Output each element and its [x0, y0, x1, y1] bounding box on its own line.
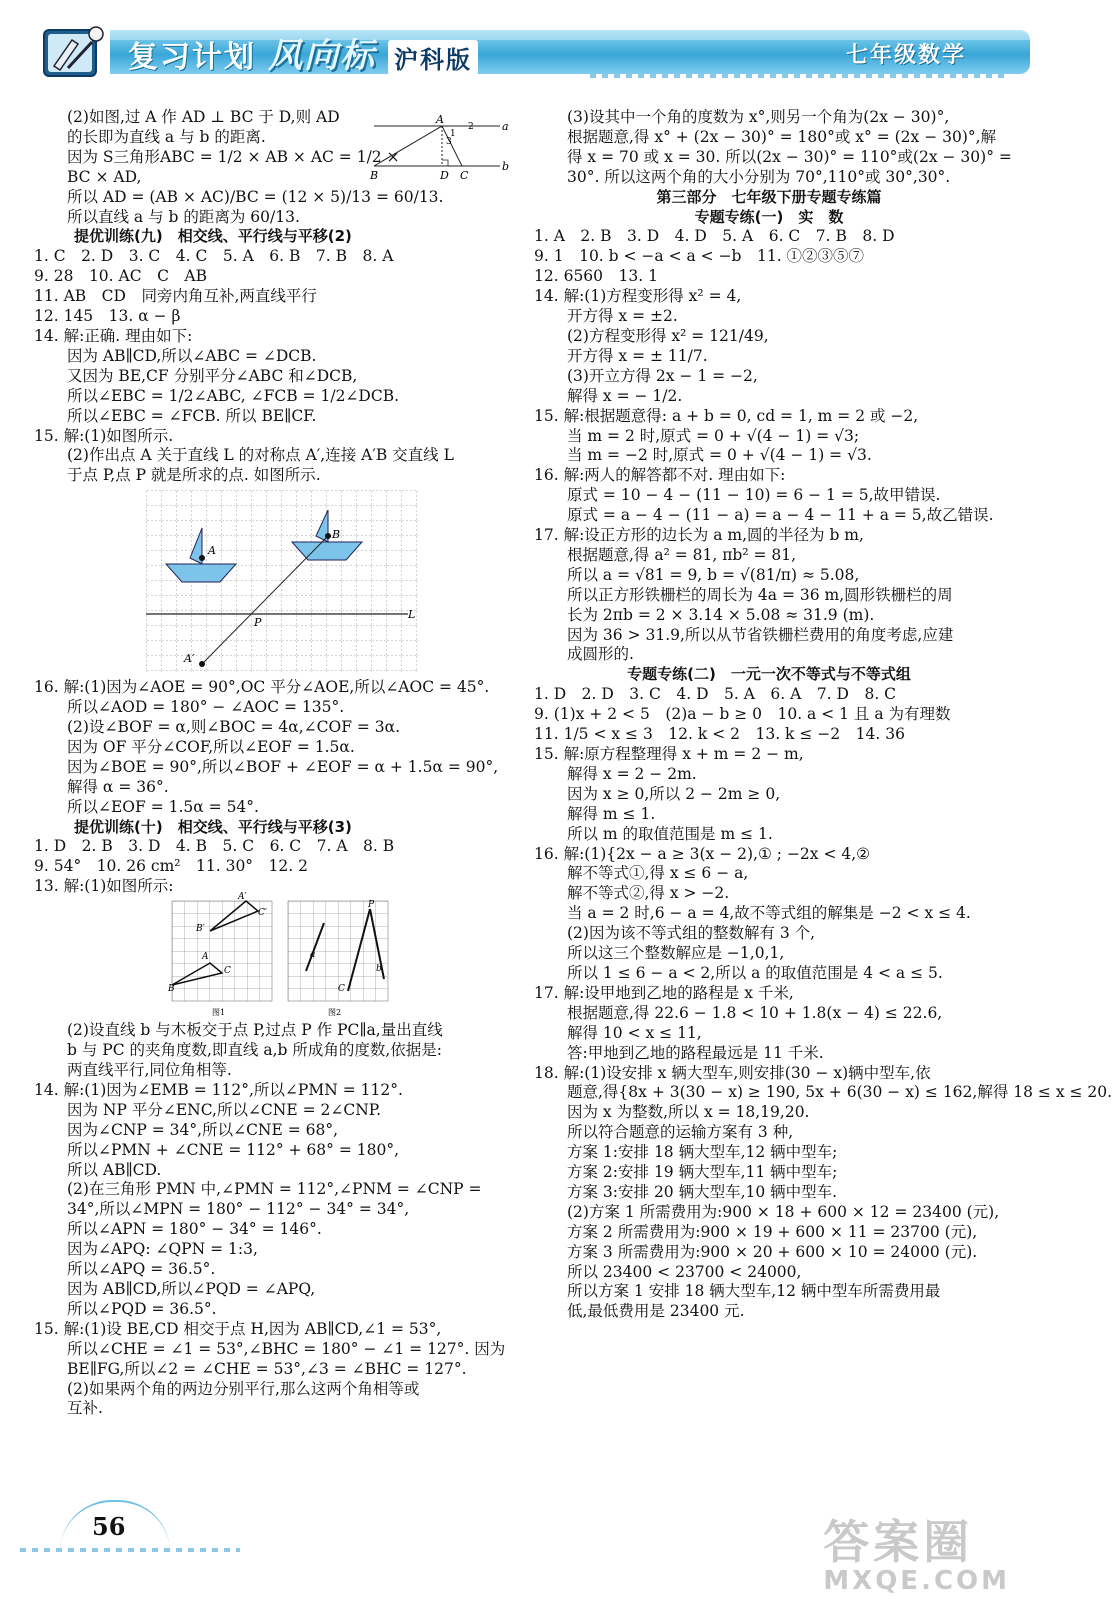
text-line: 17. 解:设正方形的边长为 a m,圆的半径为 b m,: [534, 526, 864, 545]
text-line: 15. 解:(1)设 BE,CD 相交于点 H,因为 AB∥CD,∠1 = 53°,: [34, 1319, 442, 1338]
header-brand: 风向标: [268, 36, 376, 76]
text-line: (2)在三角形 PMN 中,∠PMN = 112°,∠PNM = ∠CNP =: [67, 1180, 482, 1199]
header-dots: [590, 74, 1010, 78]
text-line: 所以 a = √81 = 9, b = √(81/π) ≈ 5.08,: [567, 565, 860, 584]
fig3-label-ap: A′: [238, 892, 247, 903]
text-line: 1. A 2. B 3. D 4. D 5. A 6. C 7. B 8. D: [534, 227, 895, 246]
text-line: 方案 2 所需费用为:900 × 19 + 600 × 11 = 23700 (元),: [567, 1222, 978, 1241]
text-line: 因为 OF 平分∠COF,所以∠EOF = 1.5α.: [67, 737, 355, 756]
text-line: BC × AD,: [67, 167, 142, 186]
text-line: 所以 m 的取值范围是 m ≤ 1.: [567, 824, 773, 843]
text-line: (2)因为该不等式组的整数解有 3 个,: [567, 924, 816, 943]
text-line: (2)如图,过 A 作 AD ⊥ BC 于 D,则 AD: [67, 108, 340, 126]
text-line: 15. 解:原方程整理得 x + m = 2 − m,: [534, 745, 804, 763]
text-line: 解得 x = − 1/2.: [567, 386, 683, 405]
text-line: 所以∠AOD = 180° − ∠AOC = 135°.: [67, 698, 345, 717]
text-line: 因为 x ≥ 0,所以 2 − 2m ≥ 0,: [567, 784, 781, 803]
text-line: (2)方案 1 所需费用为:900 × 18 + 600 × 12 = 23400 (元),: [567, 1202, 1000, 1221]
text-line: 互补.: [67, 1399, 103, 1418]
text-line: 所以∠EBC = 1/2∠ABC, ∠FCB = 1/2∠DCB.: [67, 386, 400, 405]
text-line: 方案 3 所需费用为:900 × 20 + 600 × 10 = 24000 (元).: [567, 1242, 978, 1261]
page-header: [0, 0, 1038, 85]
text-line: 所以 23400 < 23700 < 24000,: [567, 1262, 802, 1281]
fig3-label-c: C: [224, 966, 231, 977]
watermark-url: MXQE.COM: [823, 1566, 1010, 1596]
text-line: 14. 解:正确. 理由如下:: [34, 326, 193, 345]
header-title: 复习计划: [128, 40, 256, 75]
fig4-label-a: a: [310, 950, 316, 961]
text-line: 18. 解:(1)设安排 x 辆大型车,则安排(30 − x)辆中型车,依: [534, 1063, 931, 1082]
text-line: 解得 α = 36°.: [67, 777, 169, 796]
text-line: 16. 解:(1)因为∠AOE = 90°,OC 平分∠AOE,所以∠AOC = 45°.: [34, 678, 490, 697]
fig2-label-p: P: [254, 616, 262, 630]
fig3-label-a: A: [202, 952, 209, 963]
fig2-label-ap: A′: [184, 652, 195, 666]
text-line: 16. 解:(1){2x − a ≥ 3(x − 2),① ; −2x < 4,②: [534, 844, 871, 863]
text-line: 于点 P,点 P 就是所求的点. 如图所示.: [67, 466, 321, 485]
text-line: (2)设∠BOF = α,则∠BOC = 4α,∠COF = 3α.: [67, 718, 401, 737]
text-line: 15. 解:(1)如图所示.: [34, 426, 174, 445]
text-line: 根据题意,得 a² = 81, πb² = 81,: [567, 545, 797, 564]
text-line: 所以直线 a 与 b 的距离为 60/13.: [67, 207, 300, 226]
text-line: 因为 S三角形ABC = 1/2 × AB × AC = 1/2 ×: [67, 147, 400, 166]
fig4-caption: 图2: [328, 1008, 342, 1018]
text-line: 因为 AB∥CD,所以∠ABC = ∠DCB.: [67, 346, 317, 365]
text-line: (3)开立方得 2x − 1 = −2,: [567, 366, 758, 385]
text-line: 的长即为直线 a 与 b 的距离.: [67, 127, 266, 146]
text-line: 所以∠PQD = 36.5°.: [67, 1299, 217, 1318]
text-line: 9. 1 10. b < −a < a < −b 11. ①②③⑤⑦: [534, 247, 865, 266]
fig2-label-l: L: [408, 608, 416, 622]
text-line: 因为∠BOE = 90°,所以∠BOF + ∠EOF = α + 1.5α = 90°,: [67, 757, 499, 776]
fig3-caption: 图1: [212, 1008, 226, 1018]
text-line: 所以方案 1 安排 18 辆大型车,12 辆中型车所需费用最: [567, 1282, 941, 1301]
text-line: 所以∠EBC = ∠FCB. 所以 BE∥CF.: [67, 406, 317, 425]
watermark-logo: 答案圈: [823, 1515, 974, 1569]
fig4-label-b: b: [376, 964, 382, 975]
text-line: 方案 2:安排 19 辆大型车,11 辆中型车;: [567, 1163, 838, 1182]
text-line: 原式 = 10 − 4 − (11 − 10) = 6 − 1 = 5,故甲错误.: [567, 486, 941, 505]
text-line: 所以这三个整数解应是 −1,0,1,: [567, 944, 785, 963]
text-line: 两直线平行,同位角相等.: [67, 1061, 232, 1079]
text-line: (2)如果两个角的两边分别平行,那么这两个角相等或: [67, 1379, 420, 1398]
fig1-angle-1: 1: [450, 129, 456, 139]
text-line: b 与 PC 的夹角度数,即直线 a,b 所成角的度数,依据是:: [67, 1041, 443, 1060]
figure-row-13: [168, 892, 504, 1019]
text-line: 所以 1 ≤ 6 − a < 2,所以 a 的取值范围是 4 < a ≤ 5.: [567, 963, 943, 982]
text-line: 所以 AB∥CD.: [67, 1160, 162, 1179]
book-logo-icon: [38, 22, 112, 82]
text-line: 当 a = 2 时,6 − a = 4,故不等式组的解集是 −2 < x ≤ 4.: [567, 904, 971, 923]
text-line: 因为∠APQ: ∠QPN = 1:3,: [67, 1240, 258, 1259]
text-line: 因为∠CNP = 34°,所以∠CNE = 68°,: [67, 1120, 339, 1139]
figure-board-lines: [288, 901, 388, 1019]
text-line: (2)作出点 A 关于直线 L 的对称点 A′,连接 A′B 交直线 L: [67, 446, 454, 465]
text-line: 成圆形的.: [567, 645, 634, 664]
text-line: 16. 解:两人的解答都不对. 理由如下:: [534, 466, 786, 485]
text-line: 12. 6560 13. 1: [534, 267, 658, 286]
fig4-label-c: C: [338, 984, 345, 995]
text-line: 1. D 2. D 3. C 4. D 5. A 6. A 7. D 8. C: [534, 685, 897, 704]
fig2-label-b: B: [332, 528, 341, 542]
text-line: (2)方程变形得 x² = 121/49,: [567, 326, 769, 345]
text-line: (3)设其中一个角的度数为 x°,则另一个角为(2x − 30)°,: [567, 108, 950, 126]
text-line: 答:甲地到乙地的路程最远是 11 千米.: [567, 1043, 824, 1062]
text-line: 解得 x = 2 − 2m.: [567, 764, 697, 783]
text-line: 方案 3:安排 20 辆大型车,10 辆中型车.: [567, 1182, 838, 1201]
text-line: 得 x = 70 或 x = 30. 所以(2x − 30)° = 110°或(2x − 30)° =: [567, 147, 1012, 166]
section-title: 专题专练(二) 一元一次不等式与不等式组: [627, 665, 911, 684]
text-line: 所以 AD = (AB × AC)/BC = (12 × 5)/13 = 60/13.: [67, 187, 444, 206]
fig2-label-a: A: [208, 544, 216, 558]
text-line: 12. 145 13. α − β: [34, 307, 181, 326]
fig1-angle-3: 3: [446, 137, 452, 147]
fig1-line-b: b: [502, 160, 510, 173]
fig1-label-a: A: [436, 113, 444, 126]
text-line: 所以∠APN = 180° − 34° = 146°.: [67, 1220, 322, 1239]
text-line: 根据题意,得 22.6 − 1.8 < 10 + 1.8(x − 4) ≤ 22.6,: [567, 1003, 943, 1022]
fig3-label-cp: C′: [258, 908, 267, 919]
left-column: [34, 108, 510, 1419]
fig3-label-b: B: [168, 984, 175, 995]
text-line: 所以∠EOF = 1.5α = 54°.: [67, 797, 259, 816]
text-line: 解不等式①,得 x ≤ 6 − a,: [567, 864, 749, 883]
text-line: 解得 m ≤ 1.: [567, 804, 656, 823]
figure-grid-reflection: [146, 490, 418, 672]
fig1-angle-2: 2: [468, 122, 474, 132]
section-title: 专题专练(一) 实 数: [694, 207, 844, 226]
page-number: 56: [92, 1512, 126, 1541]
right-column: [534, 108, 1112, 1322]
text-line: 9. 28 10. AC C AB: [34, 267, 208, 286]
text-line: 方案 1:安排 18 辆大型车,12 辆中型车;: [567, 1143, 838, 1162]
text-line: 因为 AB∥CD,所以∠PQD = ∠APQ,: [67, 1279, 316, 1298]
text-line: (2)设直线 b 与木板交于点 P,过点 P 作 PC∥a,量出直线: [67, 1021, 443, 1040]
text-line: 13. 解:(1)如图所示:: [34, 877, 174, 896]
figure-translation-grid: [168, 892, 272, 1019]
text-line: 所以∠PMN + ∠CNE = 112° + 68° = 180°,: [67, 1140, 400, 1159]
text-line: 所以∠APQ = 36.5°.: [67, 1260, 216, 1279]
fig1-line-a: a: [502, 120, 509, 133]
fig1-label-b: B: [370, 169, 379, 182]
figure-parallel-lines: [370, 112, 510, 182]
text-line: 14. 解:(1)方程变形得 x² = 4,: [534, 287, 742, 306]
text-line: 长为 2πb = 2 × 3.14 × 5.08 ≈ 31.9 (m).: [567, 605, 875, 624]
text-line: 所以正方形铁栅栏的周长为 4a = 36 m,圆形铁栅栏的周: [567, 585, 953, 604]
text-line: 当 m = −2 时,原式 = 0 + √(4 − 1) = √3.: [567, 446, 872, 465]
fig1-label-c: C: [460, 169, 469, 182]
text-line: 1. D 2. B 3. D 4. B 5. C 6. C 7. A 8. B: [34, 837, 395, 856]
text-line: 15. 解:根据题意得: a + b = 0, cd = 1, m = 2 或 −2,: [534, 406, 919, 425]
text-line: 当 m = 2 时,原式 = 0 + √(4 − 1) = √3;: [567, 426, 860, 445]
text-line: 14. 解:(1)因为∠EMB = 112°,所以∠PMN = 112°.: [34, 1080, 403, 1099]
text-line: 11. 1/5 < x ≤ 3 12. k < 2 13. k ≤ −2 14. 36: [534, 725, 905, 744]
watermark: [823, 1506, 1010, 1596]
text-line: 11. AB CD 同旁内角互补,两直线平行: [34, 287, 317, 306]
text-line: 因为 x 为整数,所以 x = 18,19,20.: [567, 1103, 810, 1122]
fig3-label-bp: B′: [196, 924, 205, 935]
text-line: 解不等式②,得 x > −2.: [567, 884, 730, 903]
text-line: 原式 = a − 4 − (11 − a) = a − 4 − 11 + a = 5,故乙错误.: [567, 506, 994, 525]
footer-dots: [20, 1548, 240, 1552]
fig1-label-d: D: [440, 169, 449, 182]
text-line: 又因为 BE,CF 分别平分∠ABC 和∠DCB,: [67, 366, 358, 385]
left-text-b: [34, 678, 504, 897]
header-edition: 沪科版: [388, 40, 478, 75]
text-line: 9. 54° 10. 26 cm² 11. 30° 12. 2: [34, 857, 308, 876]
text-line: 因为 36 > 31.9,所以从节省铁栅栏费用的角度考虑,应建: [567, 625, 954, 644]
text-line: 解得 10 < x ≤ 11,: [567, 1023, 702, 1042]
text-line: 开方得 x = ± 11/7.: [567, 346, 708, 365]
text-line: 1. C 2. D 3. C 4. C 5. A 6. B 7. B 8. A: [34, 247, 394, 266]
text-line: 所以∠CHE = ∠1 = 53°,∠BHC = 180° − ∠1 = 127°. 因为: [67, 1339, 506, 1358]
section-title: 第三部分 七年级下册专题专练篇: [656, 187, 882, 206]
header-subject: 七年级数学: [845, 43, 966, 68]
text-line: BE∥FG,所以∠2 = ∠CHE = 53°,∠3 = ∠BHC = 127°.: [67, 1359, 467, 1378]
text-line: 因为 NP 平分∠ENC,所以∠CNE = 2∠CNP.: [67, 1100, 381, 1119]
text-line: 题意,得{8x + 3(30 − x) ≥ 190, 5x + 6(30 − x) ≤ 162,解得 18 ≤ x ≤ 20.: [567, 1083, 1112, 1102]
left-text-c: [34, 1021, 504, 1419]
text-line: 17. 解:设甲地到乙地的路程是 x 千米,: [534, 983, 794, 1002]
text-line: 34°,所以∠MPN = 180° − 112° − 34° = 34°,: [67, 1200, 410, 1219]
text-line: 30°. 所以这两个角的大小分别为 70°,110°或 30°,30°.: [567, 167, 951, 186]
right-text: [534, 108, 1112, 1322]
text-line: 根据题意,得 x° + (2x − 30)° = 180°或 x° = (2x − 30)°,解: [567, 127, 997, 146]
fig4-label-p: P: [368, 900, 375, 911]
text-line: 9. (1)x + 2 < 5 (2)a − b ≥ 0 10. a < 1 且 a 为有理数: [534, 705, 951, 724]
section-title: 提优训练(十) 相交线、平行线与平移(3): [74, 817, 352, 836]
text-line: 低,最低费用是 23400 元.: [567, 1302, 745, 1321]
text-line: 所以符合题意的运输方案有 3 种,: [567, 1123, 794, 1142]
text-line: 开方得 x = ±2.: [567, 307, 678, 326]
section-title: 提优训练(九) 相交线、平行线与平移(2): [74, 227, 352, 246]
